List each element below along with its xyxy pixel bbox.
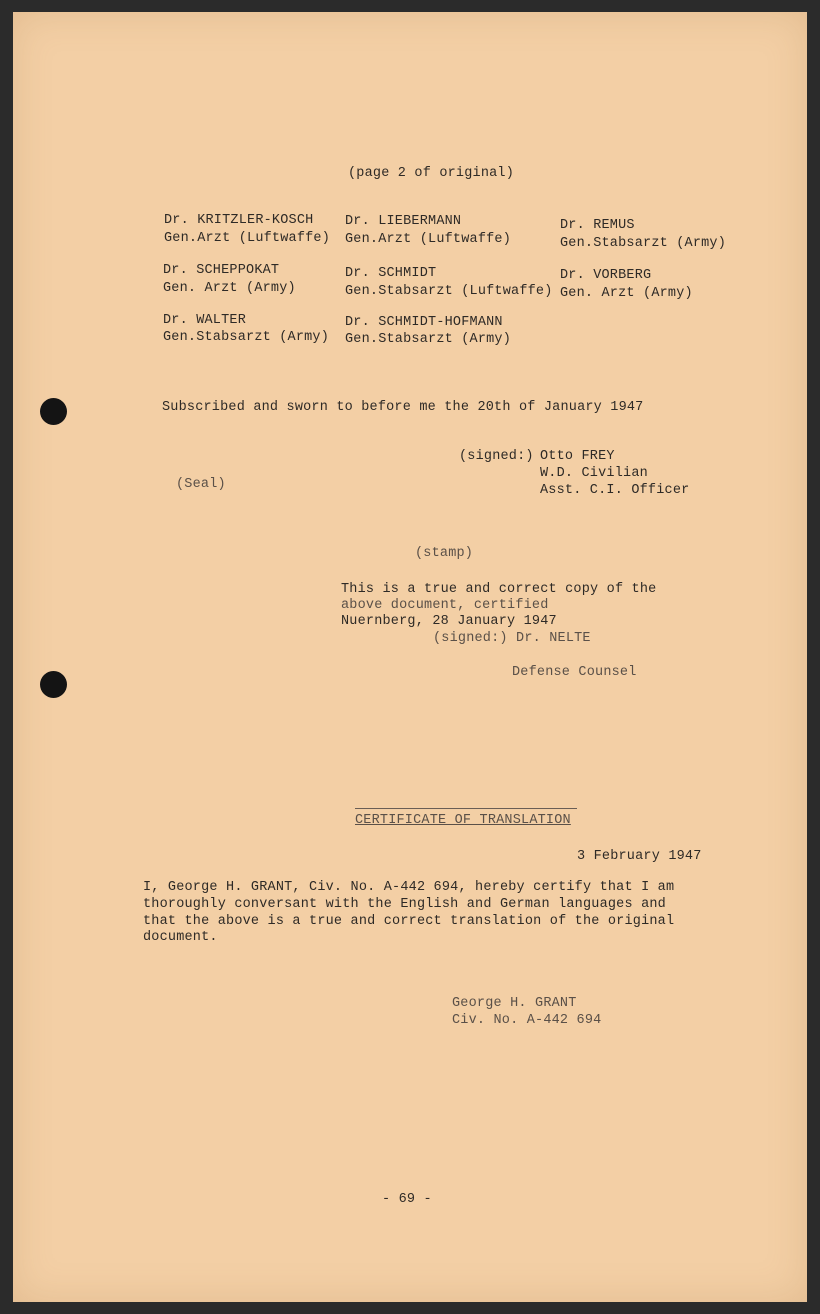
translation-date: 3 February 1947 xyxy=(577,849,702,864)
defense-counsel: Defense Counsel xyxy=(512,665,637,680)
officer-line3: Asst. C.I. Officer xyxy=(540,483,690,498)
copy-cert-line2: above document, certified xyxy=(341,598,549,613)
signatory-name: Dr. SCHMIDT xyxy=(345,266,437,281)
translation-body-line: I, George H. GRANT, Civ. No. A-442 694, hereby certify that I am xyxy=(143,880,675,895)
officer-name: Otto FREY xyxy=(540,449,615,464)
signatory-rank: Gen.Stabsarzt (Army) xyxy=(345,332,512,347)
seal-label: (Seal) xyxy=(176,477,226,492)
signatory-rank: Gen. Arzt (Army) xyxy=(163,281,296,296)
signatory-rank: Gen.Stabsarzt (Army) xyxy=(560,236,727,251)
signatory-name: Dr. SCHEPPOKAT xyxy=(163,263,280,278)
signatory-name: Dr. VORBERG xyxy=(560,268,652,283)
signatory-name: Dr. LIEBERMANN xyxy=(345,214,462,229)
translation-body-line: thoroughly conversant with the English and German languages and xyxy=(143,897,666,912)
translator-name: George H. GRANT xyxy=(452,996,577,1011)
copy-cert-line1: This is a true and correct copy of the xyxy=(341,582,657,597)
officer-line2: W.D. Civilian xyxy=(540,466,648,481)
signatory-name: Dr. SCHMIDT-HOFMANN xyxy=(345,315,503,330)
translation-body-line: that the above is a true and correct translation of the original xyxy=(143,914,675,929)
copy-cert-line3: Nuernberg, 28 January 1947 xyxy=(341,614,557,629)
heading-rule xyxy=(355,808,577,809)
translation-heading: CERTIFICATE OF TRANSLATION xyxy=(355,813,571,828)
translation-body-line: document. xyxy=(143,930,218,945)
signatory-rank: Gen.Arzt (Luftwaffe) xyxy=(345,232,512,247)
signatory-rank: Gen. Arzt (Army) xyxy=(560,286,693,301)
officer-signed-label: (signed:) xyxy=(459,449,534,464)
sworn-statement: Subscribed and sworn to before me the 20th of January 1947 xyxy=(162,400,644,415)
copy-cert-signed: (signed:) Dr. NELTE xyxy=(433,631,591,646)
document-page xyxy=(13,12,807,1302)
signatory-rank: Gen.Arzt (Luftwaffe) xyxy=(164,231,331,246)
signatory-rank: Gen.Stabsarzt (Luftwaffe) xyxy=(345,284,553,299)
stamp-label: (stamp) xyxy=(415,546,474,561)
signatory-rank: Gen.Stabsarzt (Army) xyxy=(163,330,330,345)
translator-civ-no: Civ. No. A-442 694 xyxy=(452,1013,602,1028)
page-number: - 69 - xyxy=(382,1192,432,1207)
signatory-name: Dr. REMUS xyxy=(560,218,635,233)
signatory-name: Dr. WALTER xyxy=(163,313,247,328)
page-header: (page 2 of original) xyxy=(348,166,515,181)
signatory-name: Dr. KRITZLER-KOSCH xyxy=(164,213,314,228)
punch-hole-bottom xyxy=(40,671,67,698)
punch-hole-top xyxy=(40,398,67,425)
